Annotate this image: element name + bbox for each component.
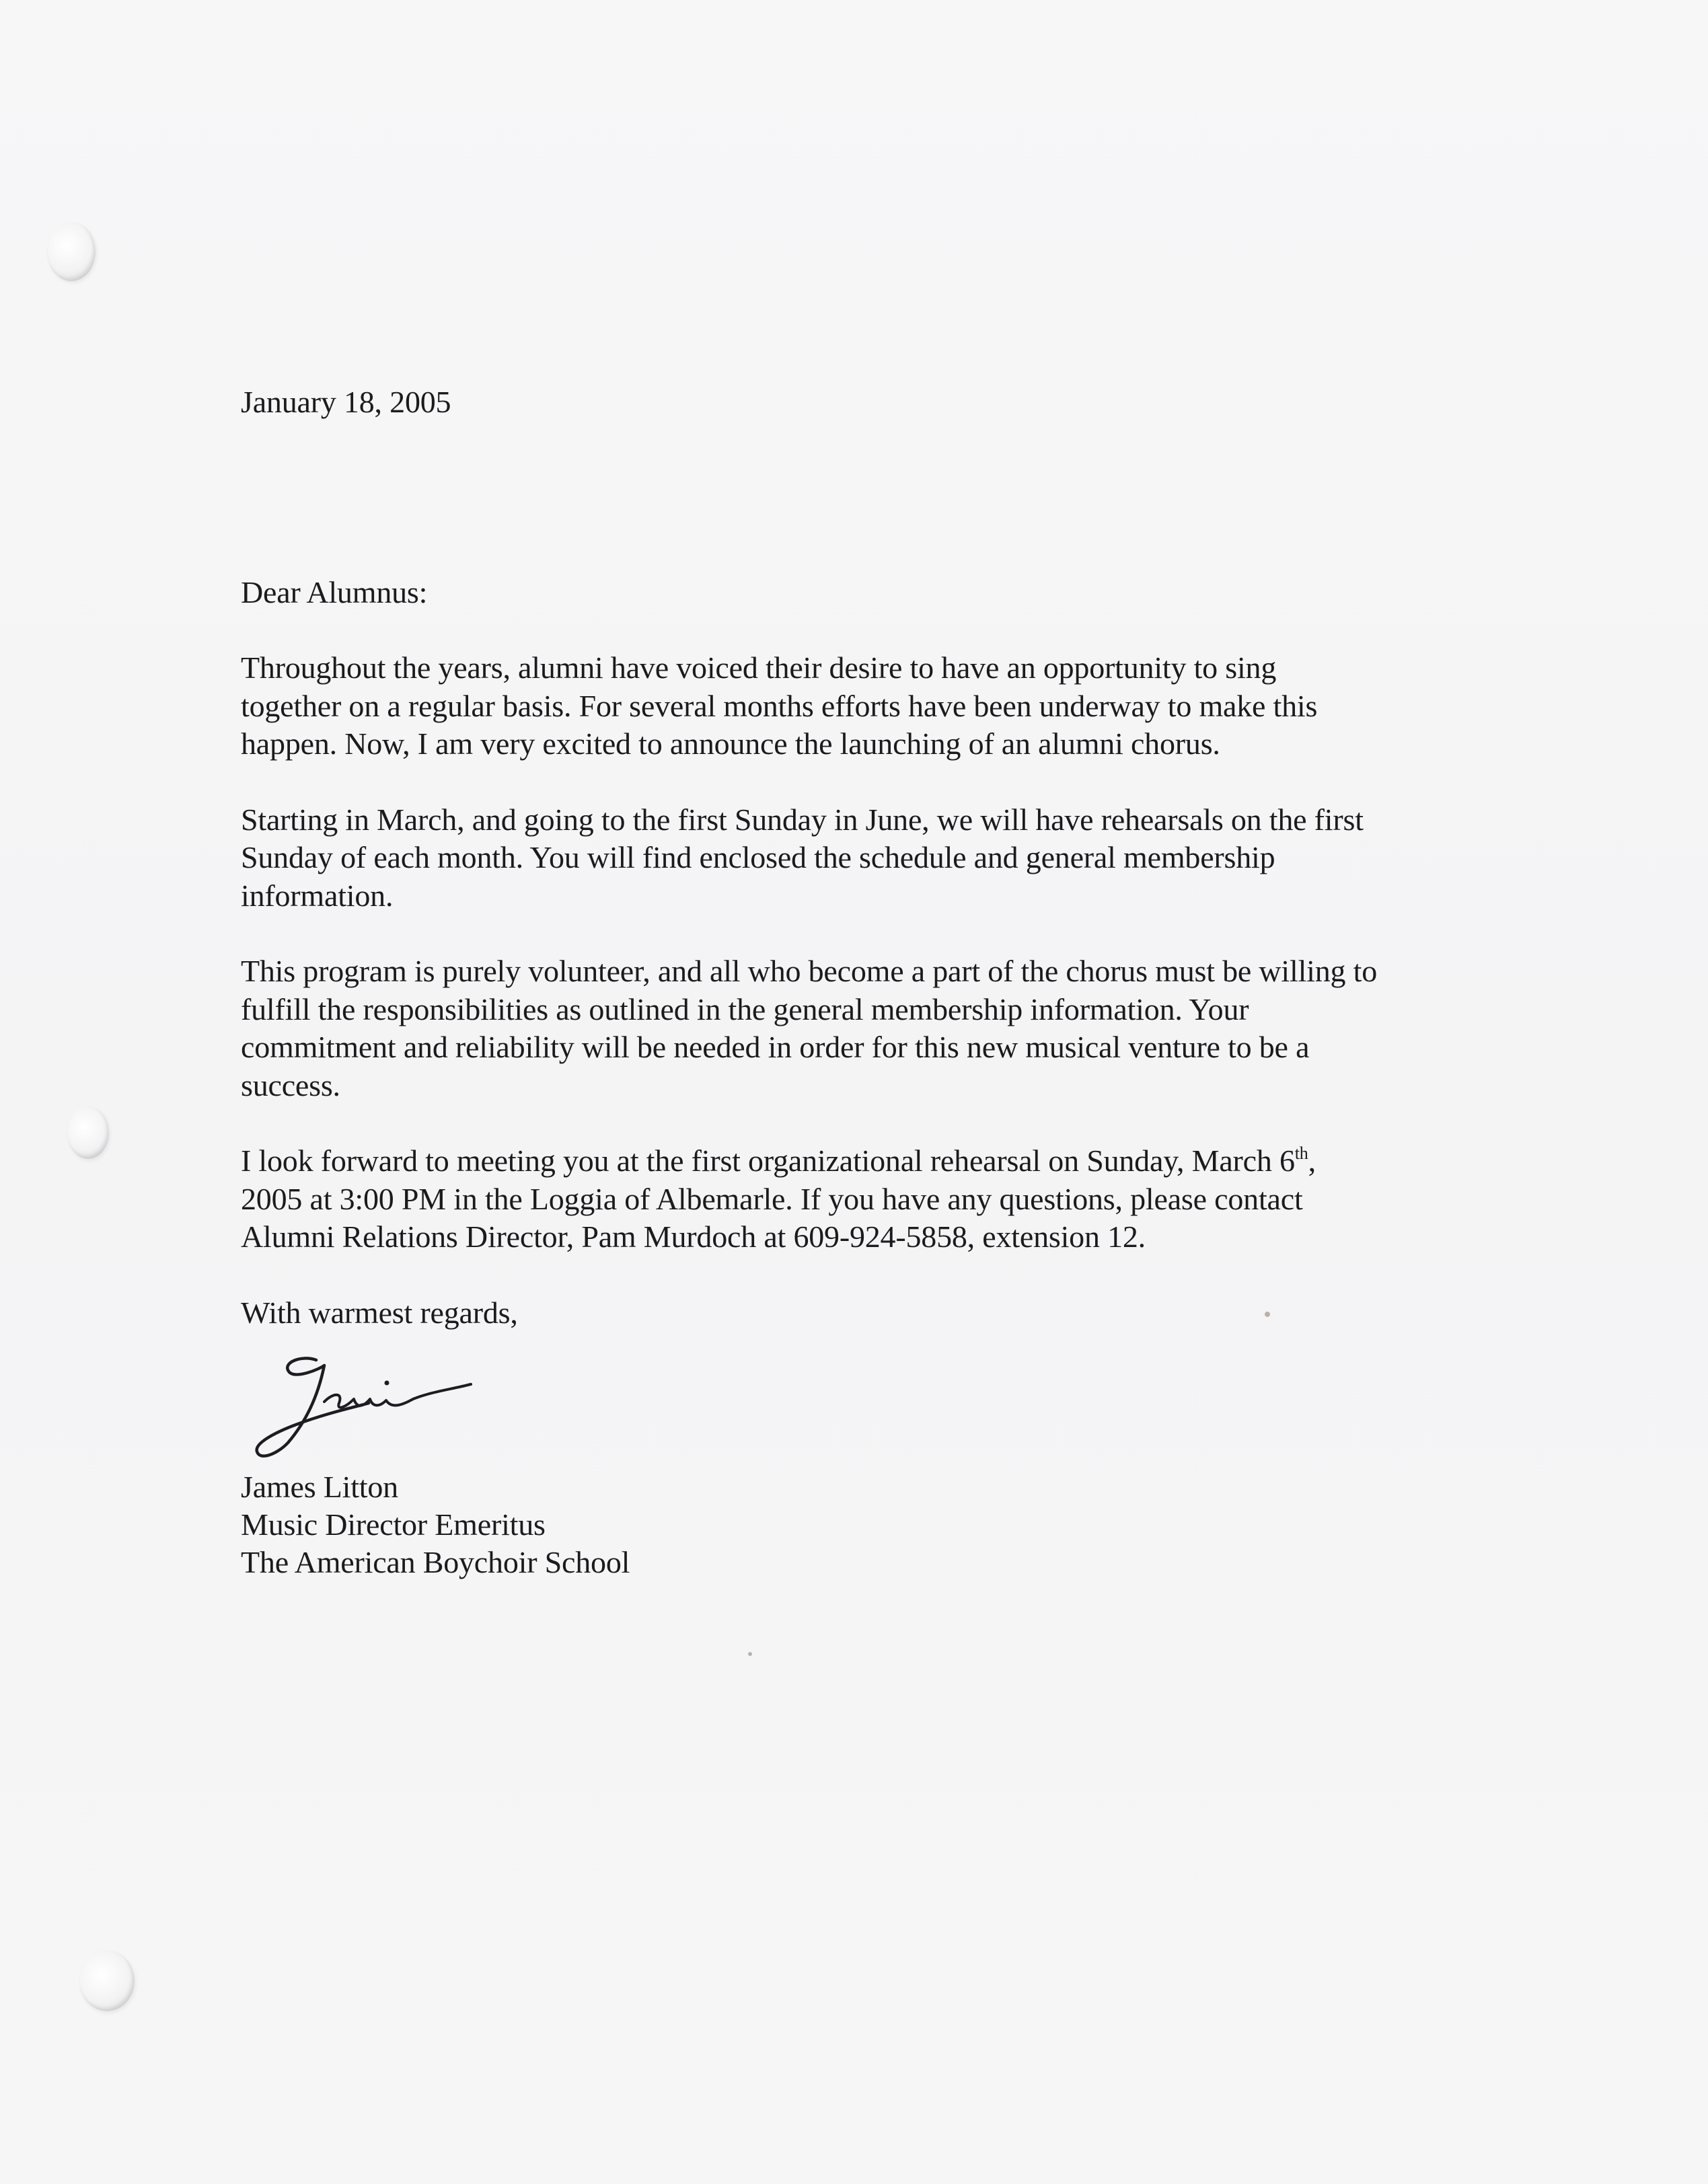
rehearsal-text-end: , 2005 at 3:00 PM in the Loggia of Albemarle. If you have any questions, please contact Alumni Relations Director, Pam Murdoch at 609-924-5858, extension 12.	[241, 1143, 1316, 1254]
rehearsal-text-start: I look forward to meeting you at the first organizational rehearsal on Sunday, March 6	[241, 1143, 1295, 1178]
ordinal-suffix: th	[1294, 1143, 1308, 1163]
paragraph-intro: Throughout the years, alumni have voiced their desire to have an opportunity to sing together on a regular basis. For several months efforts have been underway to make this happen. Now, I am very excited to announce the launching of an alumni chorus.	[241, 650, 1318, 761]
letter-body	[241, 383, 1465, 1581]
handwritten-signature	[254, 1345, 496, 1463]
closing: With warmest regards,	[241, 1295, 518, 1330]
signer-title: Music Director Emeritus	[241, 1507, 546, 1542]
signer-organization: The American Boychoir School	[241, 1545, 630, 1579]
paragraph-volunteer: This program is purely volunteer, and all who become a part of the chorus must be willing to fulfill the responsibilities as outlined in the general membership information. Your commitment and reliability will be needed in order for this new musical venture to be a success.	[241, 954, 1378, 1102]
signer-name: James Litton	[241, 1470, 398, 1504]
letter-date: January 18, 2005	[241, 385, 451, 419]
punch-hole-middle	[67, 1106, 109, 1159]
salutation: Dear Alumnus:	[241, 574, 428, 609]
paper-speck	[748, 1652, 752, 1656]
paragraph-schedule: Starting in March, and going to the first Sunday in June, we will have rehearsals on the first Sunday of each month. You will find enclosed the schedule and general membership information.	[241, 802, 1364, 913]
punch-hole-bottom	[79, 1951, 135, 2011]
paragraph-rehearsal-details	[241, 1142, 1465, 1256]
punch-hole-top	[47, 222, 96, 281]
